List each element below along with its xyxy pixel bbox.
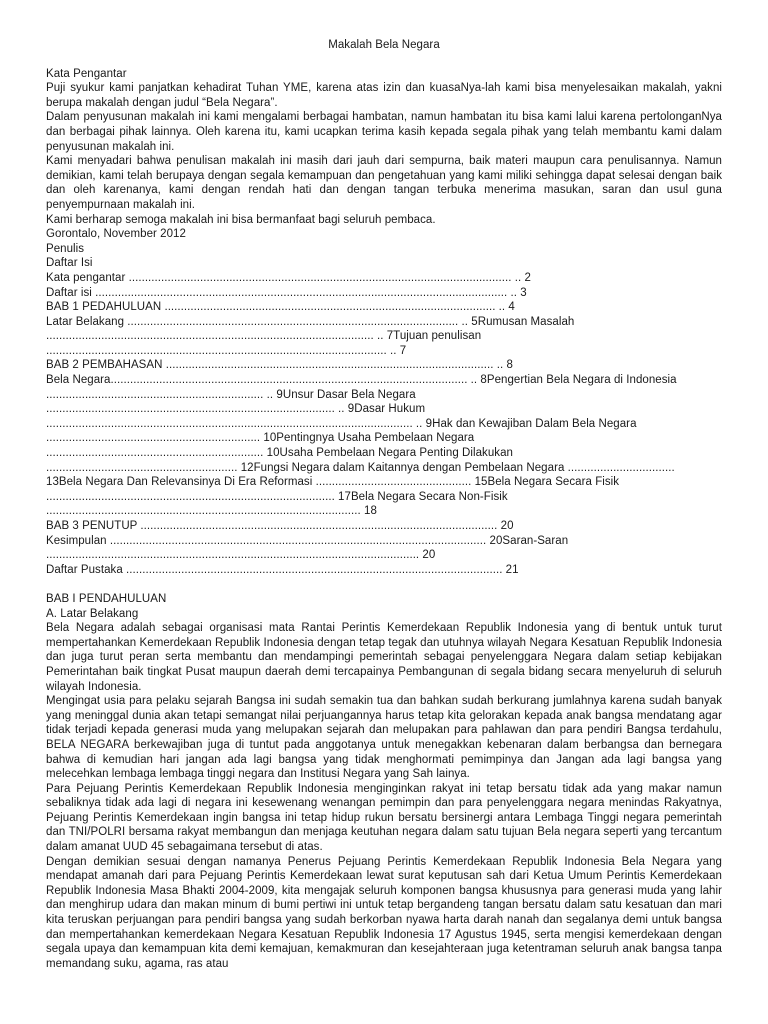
toc-line: ................................................................... 10Usaha Pembelaan Negara Penting Dilakukan (46, 447, 513, 460)
bab1-paragraph: Dengan demikian sesuai dengan namanya Penerus Pejuang Perintis Kemerdekaan Republik Indonesia Bela Negara yang mendapat amanah dari para Pejuang Perintis Kemerdekaan lewat surat keputusan sah dari Ketua Umum Perintis Kemerdekaan Republik Indonesia Masa Bhakti 2004-2009, kita mengajak seluruh komponen bangsa khususnya para generasi muda yang lahir dan menghirup udara dan makan minum di bumi pertiwi ini untuk tetap bergandeng tangan bersatu dalam satu kesatuan dan mari kita teruskan perjuangan para pendiri bangsa yang sudah berkorban nyawa harta darah nanah dan segalanya demi untuk bangsa dan mempertahankan kemerdekaan Negara Kesatuan Republik Indonesia 17 Agustus 1945, serta mengisi kemerdekaan dengan segala upaya dan kemampuan kita demi kemajuan, kemakmuran dan kesejahteraan juga ketentraman seluruh anak bangsa tanpa memandang suku, agama, ras atau (46, 855, 722, 970)
bab1-paragraph: Mengingat usia para pelaku sejarah Bangsa ini sudah semakin tua dan bahkan sudah berkurang jumlahnya karena sudah banyak yang meninggal dunia akan tetapi semangat nilai perjuangannya harus tetap kita gelorakan kepada anak bangsa mendatang agar tidak terjadi kepada generasi muda yang melupakan sejarah dan melupakan para pahlawan dan para pendiri Bangsa terdahulu, BELA NEGARA berkewajiban juga di tuntut pada anggotanya untuk menegakkan kebenaran dalam berbangsa dan bernegara bahwa di kemudian hari jangan ada lagi bangsa yang tidak menghormati pemimpinya dan Jangan ada lagi bangsa yang melecehkan lembaga lembaga tinggi negara dan Institusi Negara yang Sah lainya. (46, 695, 722, 781)
signature: Penulis (46, 242, 85, 255)
toc-line: BAB 1 PEDAHULUAN ...................................................................................................... .. 4 (46, 301, 515, 314)
kata-pengantar-paragraph: Kami berharap semoga makalah ini bisa bermanfaat bagi seluruh pembaca. (46, 213, 436, 226)
toc-line: BAB 2 PEMBAHASAN ..................................................................................................... .. 8 (46, 359, 513, 372)
bab1-heading: BAB I PENDAHULUAN (46, 592, 167, 605)
daftar-isi-heading: Daftar Isi (46, 257, 93, 270)
kata-pengantar-paragraph: Dalam penyusunan makalah ini kami mengalami berbagai hambatan, namun hambatan itu bisa kami lalui karena pertolonganNya dan berbagai pihak lainnya. Oleh karena itu, kami ucapkan terima kasih kepada segala pihak yang telah membantu kami dalam penyusunan makalah ini. (46, 111, 722, 153)
toc-line: Bela Negara.............................................................................................................. .. 8Pengertian Bela Negara di Indonesia (46, 374, 677, 387)
toc-line: Daftar isi ............................................................................................................................... .. 3 (46, 286, 527, 299)
toc-line: Daftar Pustaka .................................................................................................................... 21 (46, 563, 519, 576)
section-spacer (46, 577, 722, 592)
toc-line: Kesimpulan .................................................................................................................... 20Saran-Saran (46, 534, 569, 547)
toc-line: ......................................................................................................... .. 7 (46, 344, 407, 357)
kata-pengantar-paragraph: Puji syukur kami panjatkan kehadirat Tuhan YME, karena atas izin dan kuasaNya-lah kami bisa menyelesaikan makalah, yakni berupa makalah dengan judul “Bela Negara”. (46, 82, 722, 109)
toc-line: ................................................................... .. 9Unsur Dasar Bela Negara (46, 388, 416, 401)
toc-line: ......................................................................................... 17Bela Negara Secara Non-Fisik (46, 490, 508, 503)
toc-line: ................................................................................................................. .. 9Hak dan Kewajiban Dalam Bela Negara (46, 417, 637, 430)
kata-pengantar-paragraph: Kami menyadari bahwa penulisan makalah ini masih dari jauh dari sempurna, baik materi maupun cara penulisannya. Namun demikian, kami telah berupaya dengan segala kemampuan dan pengetahuan yang kami miliki sehingga dapat selesai dengan baik dan oleh karenanya, kami dengan rendah hati dan dengan tangan terbuka menerima masukan, saran dan usul guna penyempurnaan makalah ini. (46, 155, 722, 211)
toc-line: ........................................................... 12Fungsi Negara dalam Kaitannya dengan Pembelaan Negara ................................. (46, 461, 675, 474)
kata-pengantar-heading: Kata Pengantar (46, 67, 127, 80)
document-title: Makalah Bela Negara (328, 39, 440, 51)
bab1-paragraph: Para Pejuang Perintis Kemerdekaan Republik Indonesia menginginkan rakyat ini tetap bersatu tidak ada yang makar namun sebaliknya tidak ada lagi di negara ini kesewenang wenangan pemimpin dan para penyelenggara negara menindas Rakyatnya, Pejuang Perintis Kemerdekaan ingin bangsa ini tetap hidup rukun bersatu bersinergi antara Lembaga Tinggi negara pemerintah dan TNI/POLRI bersama rakyat membangun dan menjaga keutuhan negara dalam satu tujuan Bela negara seperti yang tercantum dalam amanat UUD 45 sebagaimana tersebut di atas. (46, 782, 722, 854)
place-date: Gorontalo, November 2012 (46, 228, 186, 241)
bab1-subheading: A. Latar Belakang (46, 607, 139, 620)
toc-line: ......................................................................................... .. 9Dasar Hukum (46, 403, 426, 416)
kata-pengantar-section (46, 67, 722, 257)
bab1-section (46, 592, 722, 971)
toc-line: Latar Belakang ...................................................................................................... .. 5Rumusan Masalah (46, 315, 575, 328)
toc-line: .................................................................. 10Pentingnya Usaha Pembelaan Negara (46, 432, 475, 445)
toc-line: ..................................................................................................... .. 7Tujuan penulisan (46, 330, 482, 343)
toc-line: Kata pengantar ...................................................................................................................... .. 2 (46, 271, 531, 284)
toc-line: BAB 3 PENUTUP .............................................................................................................. 20 (46, 520, 514, 532)
toc-line: ................................................................................................. 18 (46, 505, 377, 518)
daftar-isi-section (46, 256, 722, 577)
toc-line: 13Bela Negara Dan Relevansinya Di Era Reformasi ................................................ 15Bela Negara Secara Fisik (46, 476, 620, 489)
bab1-paragraph: Bela Negara adalah sebagai organisasi mata Rantai Perintis Kemerdekaan Republik Indonesia yang di bentuk untuk turut mempertahankan Kemerdekaan Republik Indonesia dengan tetap tegak dan utuhnya wilayah Negara Kesatuan Republik Indonesia dan juga turut peran serta membantu dan mendampingi pemerintah sebagai penyelenggara Negara dalam setiap kebijakan Pemerintahan baik tingkat Pusat maupun daerah demi tercapainya Pembangunan di segala bidang secara menyeluruh di seluruh wilayah Indonesia. (46, 622, 722, 693)
toc-line: ................................................................................................................... 20 (46, 549, 436, 562)
